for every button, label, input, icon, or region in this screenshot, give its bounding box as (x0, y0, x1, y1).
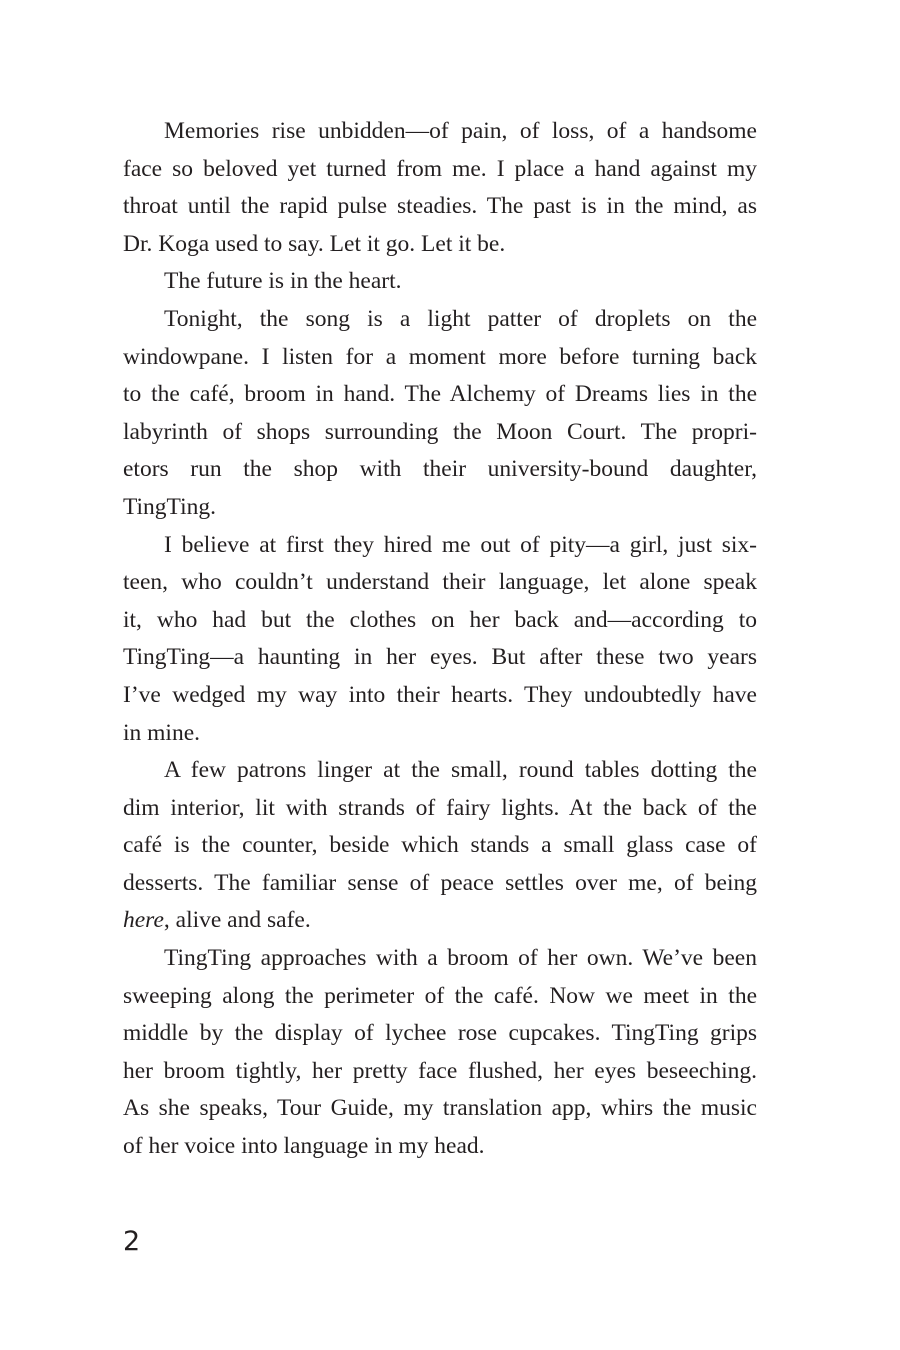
paragraph (123, 940, 757, 1166)
text-segment: As she speaks, Tour Guide, my translation app, whirs the music (123, 1095, 757, 1122)
text-segment: etors run the shop with their university-bound daughter, (123, 456, 757, 483)
text-segment: teen, who couldn’t understand their language, let alone speak (123, 569, 757, 596)
paragraph (123, 527, 757, 753)
text-line (123, 414, 757, 452)
text-line (123, 564, 757, 602)
text-segment: dim interior, lit with strands of fairy lights. At the back of the (123, 794, 757, 821)
text-line (123, 451, 757, 489)
text-segment: her broom tightly, her pretty face flushed, her eyes beseeching. (123, 1057, 757, 1084)
text-line (123, 639, 757, 677)
paragraph (123, 301, 757, 527)
text-segment: Tonight, the song is a light patter of droplets on the (164, 305, 757, 332)
paragraph (123, 263, 757, 301)
text-line (123, 790, 757, 828)
text-segment: labyrinth of shops surrounding the Moon Court. The propri- (123, 418, 757, 445)
text-segment: I’ve wedged my way into their hearts. They undoubtedly have (123, 681, 757, 708)
text-segment: TingTing—a haunting in her eyes. But after these two years (123, 644, 757, 671)
text-line (123, 1090, 757, 1128)
text-line (123, 263, 757, 301)
italic-text: here (123, 907, 164, 934)
text-line (123, 113, 757, 151)
text-segment: sweeping along the perimeter of the café. Now we meet in the (123, 982, 757, 1009)
text-line (123, 188, 757, 226)
text-segment: to the café, broom in hand. The Alchemy of Dreams lies in the (123, 381, 757, 408)
text-segment: The future is in the heart. (164, 268, 402, 295)
text-segment: middle by the display of lychee rose cupcakes. TingTing grips (123, 1020, 757, 1047)
paragraph (123, 113, 757, 263)
text-line (123, 226, 757, 264)
text-segment: A few patrons linger at the small, round tables dotting the (164, 757, 757, 784)
text-line (123, 940, 757, 978)
text-line (123, 752, 757, 790)
text-segment: desserts. The familiar sense of peace settles over me, of being (123, 869, 757, 896)
body-text (123, 113, 757, 1166)
text-line (123, 376, 757, 414)
text-line (123, 602, 757, 640)
text-line (123, 827, 757, 865)
text-segment: in mine. (123, 719, 201, 746)
text-segment: Memories rise unbidden—of pain, of loss, of a handsome (164, 118, 757, 144)
text-segment: of her voice into language in my head. (123, 1133, 485, 1160)
text-segment: Dr. Koga used to say. Let it go. Let it be. (123, 230, 506, 257)
text-segment: face so beloved yet turned from me. I place a hand against my (123, 155, 757, 182)
text-segment: TingTing. (123, 493, 216, 520)
text-segment: I believe at first they hired me out of pity—a girl, just six- (164, 531, 757, 558)
text-line (123, 339, 757, 377)
text-segment: café is the counter, beside which stands a small glass case of (123, 832, 757, 859)
text-line (123, 527, 757, 565)
text-segment: TingTing approaches with a broom of her own. We’ve been (164, 945, 757, 972)
text-line (123, 1053, 757, 1091)
text-line (123, 1015, 757, 1053)
page-number: 2 (123, 1226, 141, 1257)
text-line (123, 715, 757, 753)
text-line (123, 902, 757, 940)
text-line (123, 151, 757, 189)
text-line (123, 301, 757, 339)
text-segment: throat until the rapid pulse steadies. The past is in the mind, as (123, 193, 757, 220)
text-line (123, 1128, 757, 1166)
text-line (123, 489, 757, 527)
text-line (123, 677, 757, 715)
paragraph (123, 752, 757, 940)
text-segment: windowpane. I listen for a moment more before turning back (123, 343, 757, 370)
text-segment: , alive and safe. (163, 907, 311, 934)
text-line (123, 865, 757, 903)
text-segment: it, who had but the clothes on her back and—according to (123, 606, 757, 633)
text-line (123, 978, 757, 1016)
